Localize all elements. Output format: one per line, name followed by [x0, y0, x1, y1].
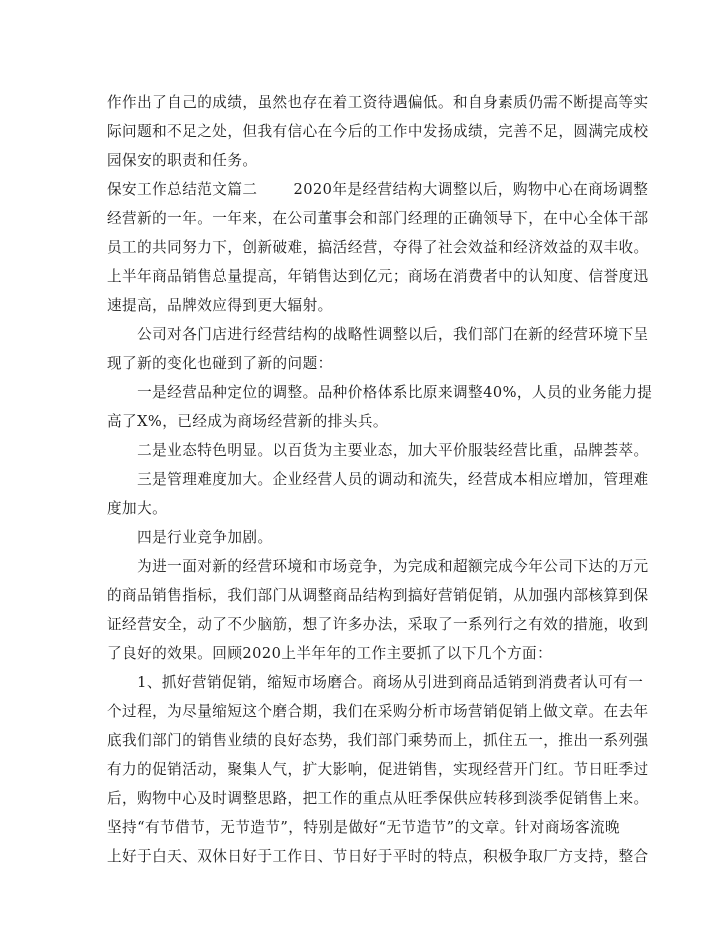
text-line: 四是行业竞争加剧。 — [107, 529, 273, 546]
text-line: 坚持“有节借节，无节造节”，特别是做好“无节造节”的文章。针对商场客流晚 — [107, 819, 621, 836]
text-line: 上半年商品销售总量提高，年销售达到亿元；商场在消费者中的认知度、信誉度迅 — [107, 268, 649, 285]
text-line: 二是业态特色明显。以百货为主要业态，加大平价服装经营比重，品牌荟萃。 — [107, 442, 649, 459]
text-line: 后，购物中心及时调整思路，把工作的重点从旺季保供应转移到淡季促销售上来。 — [107, 790, 649, 807]
section-heading-line — [107, 180, 649, 200]
text-line: 的商品销售指标，我们部门从调整商品结构到搞好营销促销，从加强内部核算到保 — [107, 587, 649, 604]
text-line: 现了新的变化也碰到了新的问题： — [107, 355, 333, 372]
text-line: 证经营安全，动了不少脑筋，想了许多办法，采取了一系列行之有效的措施，收到 — [107, 616, 649, 633]
text-line: 园保安的职责和任务。 — [107, 152, 258, 169]
text-line: 了良好的效果。回顾2020上半年年的工作主要抓了以下几个方面： — [107, 645, 553, 662]
section-title: 保安工作总结范文篇二 — [107, 181, 258, 198]
text-line: 度加大。 — [107, 500, 168, 517]
text-line: 一是经营品种定位的调整。品种价格体系比原来调整40%，人员的业务能力提 — [107, 384, 653, 401]
text-line: 三是管理难度加大。企业经营人员的调动和流失，经营成本相应增加，管理难 — [107, 471, 649, 488]
text-line: 作作出了自己的成绩，虽然也存在着工资待遇偏低。和自身素质仍需不断提高等实 — [107, 94, 649, 111]
text-line: 公司对各门店进行经营结构的战略性调整以后，我们部门在新的经营环境下呈 — [107, 326, 649, 343]
text-line: 有力的促销活动，聚集人气，扩大影响，促进销售，实现经营开门红。节日旺季过 — [107, 761, 649, 778]
text-line: 为进一面对新的经营环境和市场竞争，为完成和超额完成今年公司下达的万元 — [107, 558, 649, 575]
text-line: 高了X%，已经成为商场经营新的排头兵。 — [107, 413, 388, 430]
section-first-line: 2020年是经营结构大调整以后，购物中心在商场调整 — [293, 181, 649, 198]
text-line: 上好于白天、双休日好于工作日、节日好于平时的特点，积极争取厂方支持，整合 — [107, 848, 649, 865]
text-line: 个过程，为尽量缩短这个磨合期，我们在采购分析市场营销促销上做文章。在去年 — [107, 703, 649, 720]
text-line: 底我们部门的销售业绩的良好态势，我们部门乘势而上，抓住五一，推出一系列强 — [107, 732, 649, 749]
text-line: 速提高，品牌效应得到更大辐射。 — [107, 297, 333, 314]
text-line: 际问题和不足之处，但我有信心在今后的工作中发扬成绩，完善不足，圆满完成校 — [107, 123, 649, 140]
text-line: 1、抓好营销促销，缩短市场磨合。商场从引进到商品适销到消费者认可有一 — [107, 674, 644, 691]
text-line: 员工的共同努力下，创新破难，搞活经营，夺得了社会效益和经济效益的双丰收。 — [107, 239, 649, 256]
text-line: 经营新的一年。一年来，在公司董事会和部门经理的正确领导下，在中心全体干部 — [107, 210, 649, 227]
